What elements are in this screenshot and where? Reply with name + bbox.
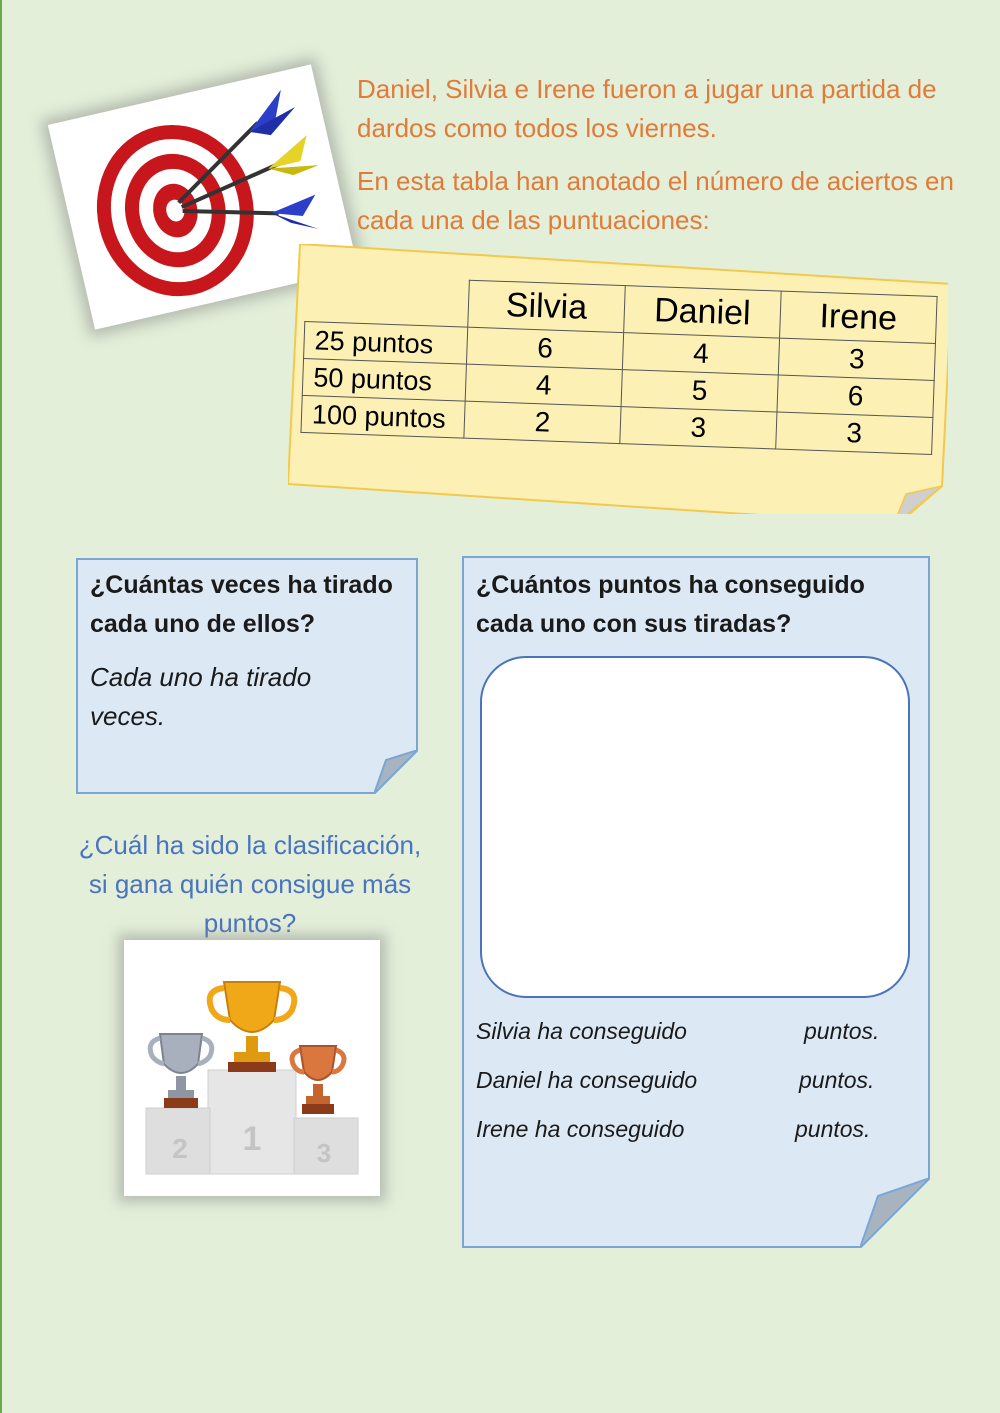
question-2-title: ¿Cuántos puntos ha conseguido cada uno con sus tiradas? (476, 571, 865, 638)
result-unit: puntos. (799, 1067, 875, 1093)
table-cell: 3 (776, 412, 933, 454)
table-cell: 6 (777, 375, 934, 417)
answer-area[interactable] (480, 656, 910, 998)
table-header-cell: Silvia (468, 280, 626, 332)
podium-place-3: 3 (316, 1138, 332, 1168)
table-cell: 5 (621, 370, 778, 412)
question-1-card (76, 558, 418, 794)
silver-trophy-icon (150, 1034, 212, 1108)
result-daniel (476, 1067, 875, 1094)
result-silvia (476, 1018, 880, 1045)
table-header-cell: Irene (780, 291, 938, 343)
podium-place-1: 1 (242, 1120, 262, 1158)
page-curl-icon (374, 750, 418, 794)
table-header-cell: Daniel (624, 286, 782, 338)
result-label: Silvia ha conseguido (476, 1018, 687, 1044)
answer-1-prefix: Cada uno ha tirado (90, 662, 312, 692)
bronze-trophy-icon (292, 1046, 344, 1114)
intro-paragraph-2: En esta tabla han anotado el número de aciertos en cada una de las puntuaciones: (357, 166, 954, 235)
table-cell: 2 (464, 401, 621, 443)
page-curl-icon (860, 1178, 930, 1248)
question-1-title: ¿Cuántas veces ha tirado cada uno de ellos? (90, 571, 393, 638)
trophy-podium-image (124, 940, 380, 1196)
result-unit: puntos. (795, 1116, 871, 1142)
row-label: 100 puntos (301, 395, 465, 438)
question-3-title: ¿Cuál ha sido la clasificación, si gana quién consigue más puntos? (78, 830, 422, 938)
result-label: Irene ha conseguido (476, 1116, 685, 1142)
row-label: 50 puntos (302, 358, 466, 401)
table-corner (305, 275, 470, 328)
row-label: 25 puntos (304, 321, 468, 364)
result-irene (476, 1116, 871, 1143)
score-table (300, 274, 937, 455)
result-unit: puntos. (804, 1018, 880, 1044)
table-cell: 4 (622, 333, 779, 375)
intro-paragraph-1: Daniel, Silvia e Irene fueron a jugar una partida de dardos como todos los viernes. (357, 74, 937, 143)
question-2-card (462, 556, 930, 1248)
table-cell: 6 (466, 327, 623, 369)
table-cell: 3 (778, 338, 935, 380)
answer-1-suffix: veces. (90, 701, 166, 731)
page-border (0, 0, 2, 1413)
score-table-note (288, 244, 948, 514)
table-cell: 4 (465, 364, 622, 406)
result-label: Daniel ha conseguido (476, 1067, 698, 1093)
table-cell: 3 (620, 407, 777, 449)
podium-place-2: 2 (172, 1133, 188, 1164)
gold-trophy-icon (210, 982, 295, 1072)
